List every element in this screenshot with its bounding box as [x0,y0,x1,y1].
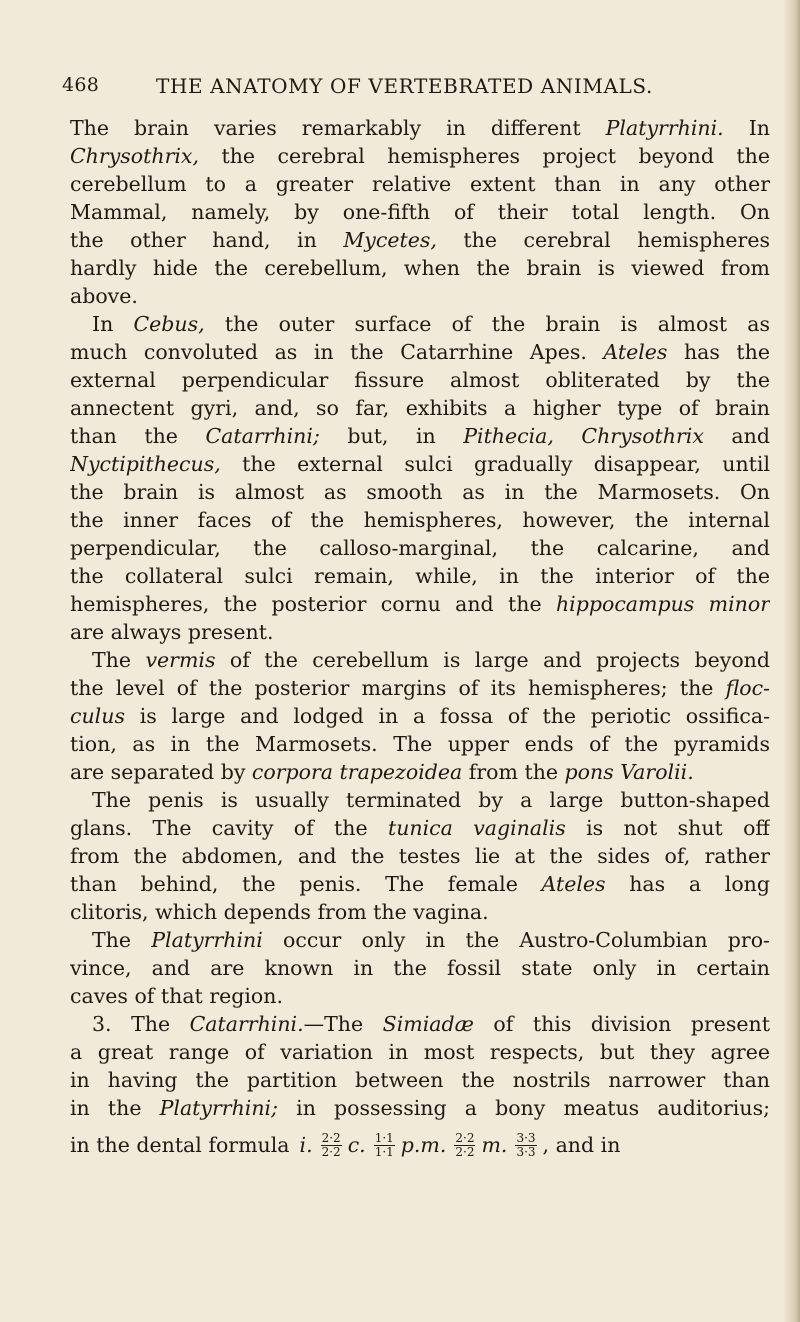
italic-term: pons Varolii. [564,760,694,784]
text-line [70,226,770,254]
text-run: is large and lodged in a fossa of the periotic ossifica- [124,704,770,728]
text-line [70,898,770,926]
text-run: a great range of variation in most respects, but they agree [70,1040,770,1064]
text-run: has the [667,340,770,364]
text-line [70,1094,770,1122]
text-line [70,674,770,702]
text-line [70,506,770,534]
formula-c-label: c. [347,1133,366,1157]
text-run: from the [462,760,565,784]
italic-term: Ateles [603,340,668,364]
text-line [70,926,770,954]
text-run: Mammal, namely, by one-fifth of their total length. On [70,200,770,224]
text-run: tion, as in the Marmosets. The upper ends of the pyramids [70,732,770,756]
text-line [70,366,770,394]
fraction-numerator: 2·2 [455,1130,475,1145]
text-run: —The [303,1012,383,1036]
text-run: clitoris, which depends from the vagina. [70,900,489,924]
text-run: of this division present [473,1012,770,1036]
italic-term: Chrysothrix, [70,144,200,168]
text-run: than behind, the penis. The female [70,872,542,896]
text-run: occur only in the Austro-Columbian pro- [262,928,770,952]
fraction-denominator: 3·3 [516,1144,536,1159]
page-edge-shadow [784,0,800,1322]
fraction-denominator: 1·1 [374,1144,394,1159]
italic-term: Catarrhini; [205,424,320,448]
italic-term: culus [70,704,125,728]
text-line [70,954,770,982]
italic-term: tunica vaginalis [387,816,566,840]
italic-term: Mycetes, [343,228,437,252]
text-line [70,1038,770,1066]
italic-term: Catarrhini. [189,1012,304,1036]
text-line [70,814,770,842]
text-line [70,842,770,870]
italic-term: Platyrrhini; [159,1096,279,1120]
italic-term: hippocampus minor [555,592,770,616]
body-text [70,114,770,1166]
text-run: the brain is almost as smooth as in the Marmosets. On [70,480,770,504]
fraction-numerator: 3·3 [516,1130,536,1145]
formula-i-label: i. [299,1133,313,1157]
text-run: The [92,648,146,672]
text-run: are always present. [70,620,274,644]
text-run: cerebellum to a greater relative extent than in any other [70,172,770,196]
text-line [70,562,770,590]
text-line [70,786,770,814]
text-line [70,170,770,198]
text-run: in possessing a bony meatus auditorius; [278,1096,770,1120]
fraction-premolars [454,1132,475,1159]
text-run: in having the partition between the nostrils narrower than [70,1068,770,1092]
text-line [70,198,770,226]
text-run: In [92,312,134,336]
text-run: the inner faces of the hemispheres, however, the internal [70,508,770,532]
text-run: external perpendicular fissure almost obliterated by the [70,368,770,392]
italic-term: Cebus, [133,312,205,336]
italic-term: Nyctipithecus, [70,452,221,476]
text-line [70,870,770,898]
italic-term: Platyrrhini. [605,116,724,140]
text-line [70,478,770,506]
text-line [70,590,770,618]
italic-term: corpora trapezoidea [251,760,463,784]
text-line [70,142,770,170]
fraction-numerator: 2·2 [321,1130,341,1145]
text-run: are separated by [70,760,252,784]
page-number: 468 [62,74,100,96]
italic-term: Platyrrhini [151,928,263,952]
italic-term: vermis [145,648,216,672]
text-run: hardly hide the cerebellum, when the brain is viewed from [70,256,770,280]
dental-formula-line [70,1124,770,1166]
text-run: the external sulci gradually disappear, until [220,452,770,476]
text-line [70,254,770,282]
text-run: much convoluted as in the Catarrhine Apes. [70,340,604,364]
text-line [70,282,770,310]
text-run: the level of the posterior margins of its hemispheres; the [70,676,726,700]
formula-m-label: m. [481,1133,508,1157]
text-run: caves of that region. [70,984,283,1008]
text-run: The penis is usually terminated by a large button-shaped [92,788,770,812]
fraction-denominator: 2·2 [321,1144,341,1159]
italic-term: Pithecia, Chrysothrix [463,424,704,448]
text-run: the collateral sulci remain, while, in the interior of the [70,564,770,588]
text-line [70,310,770,338]
text-run: glans. The cavity of the [70,816,388,840]
text-lines [70,114,770,1122]
italic-term: floc- [725,676,770,700]
text-run: perpendicular, the calloso-marginal, the calcarine, and [70,536,770,560]
text-run: the cerebral hemispheres [436,228,770,252]
text-run: of the cerebellum is large and projects beyond [215,648,770,672]
text-line [70,534,770,562]
text-run: vince, and are known in the fossil state only in certain [70,956,770,980]
formula-prefix: in the dental formula [70,1133,290,1157]
text-run: 3. The [92,1012,190,1036]
italic-term: Simiadæ [382,1012,474,1036]
text-line [70,1010,770,1038]
running-title: THE ANATOMY OF VERTEBRATED ANIMALS. [156,74,653,98]
text-line [70,618,770,646]
text-run: is not shut off [565,816,770,840]
text-run: has a long [605,872,770,896]
text-line [70,1066,770,1094]
text-line [70,422,770,450]
text-line [70,758,770,786]
text-run: but, in [319,424,464,448]
text-run: and [703,424,770,448]
text-line [70,394,770,422]
text-run: The [92,928,152,952]
text-line [70,982,770,1010]
formula-suffix: , and in [542,1133,621,1157]
fraction-denominator: 2·2 [455,1144,475,1159]
text-line [70,338,770,366]
text-line [70,702,770,730]
fraction-molars [515,1132,536,1159]
text-run: hemispheres, the posterior cornu and the [70,592,556,616]
text-run: the cerebral hemispheres project beyond the [199,144,770,168]
text-run: In [723,116,770,140]
formula-pm-label: p.m. [400,1133,447,1157]
text-line [70,646,770,674]
text-run: annectent gyri, and, so far, exhibits a higher type of brain [70,396,770,420]
text-line [70,730,770,758]
fraction-incisors [321,1132,342,1159]
fraction-numerator: 1·1 [374,1130,394,1145]
text-line [70,450,770,478]
text-run: The brain varies remarkably in different [70,116,606,140]
text-line [70,114,770,142]
text-run: the outer surface of the brain is almost as [204,312,770,336]
text-run: the other hand, in [70,228,344,252]
fraction-canines [374,1132,395,1159]
page-header [62,74,752,100]
text-run: above. [70,284,138,308]
text-run: than the [70,424,206,448]
text-run: from the abdomen, and the testes lie at the sides of, rather [70,844,770,868]
text-run: in the [70,1096,160,1120]
italic-term: Ateles [541,872,606,896]
